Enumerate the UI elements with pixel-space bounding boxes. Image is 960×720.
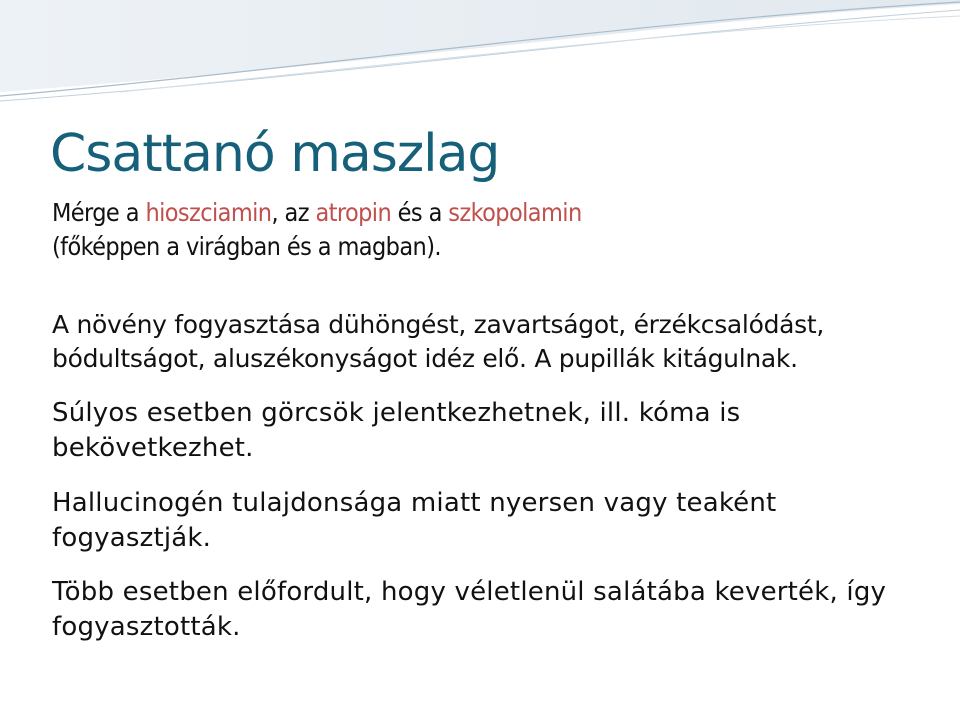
slide-title: Csattanó maszlag: [50, 124, 500, 184]
decorative-swoosh: [0, 0, 960, 110]
toxin-szkopolamin: szkopolamin: [448, 198, 582, 227]
text-segment: (főképpen a virágban és a magban).: [52, 232, 441, 261]
paragraph-symptoms: A növény fogyasztása dühöngést, zavartságot, érzékcsalódást, bódultságot, aluszékonyságot idéz elő. A pupillák kitágulnak.: [52, 310, 825, 373]
paragraph-toxins: [52, 196, 922, 264]
toxin-hioszciamin: hioszciamin: [145, 198, 272, 227]
text-segment: Mérge a: [52, 198, 146, 227]
slide-body: [52, 196, 922, 645]
paragraph-accidental: Több esetben előfordult, hogy véletlenül salátába keverték, így fogyasztották.: [52, 577, 887, 642]
paragraph-hallucinogen: Hallucinogén tulajdonsága miatt nyersen vagy teaként fogyasztják.: [52, 488, 777, 553]
toxin-atropin: atropin: [315, 198, 392, 227]
paragraph-severe-cases: Súlyos esetben görcsök jelentkezhetnek, ill. kóma is bekövetkezhet.: [52, 398, 741, 463]
text-segment: , az: [271, 198, 316, 227]
text-segment: és a: [391, 198, 449, 227]
swoosh-band: [0, 0, 960, 92]
